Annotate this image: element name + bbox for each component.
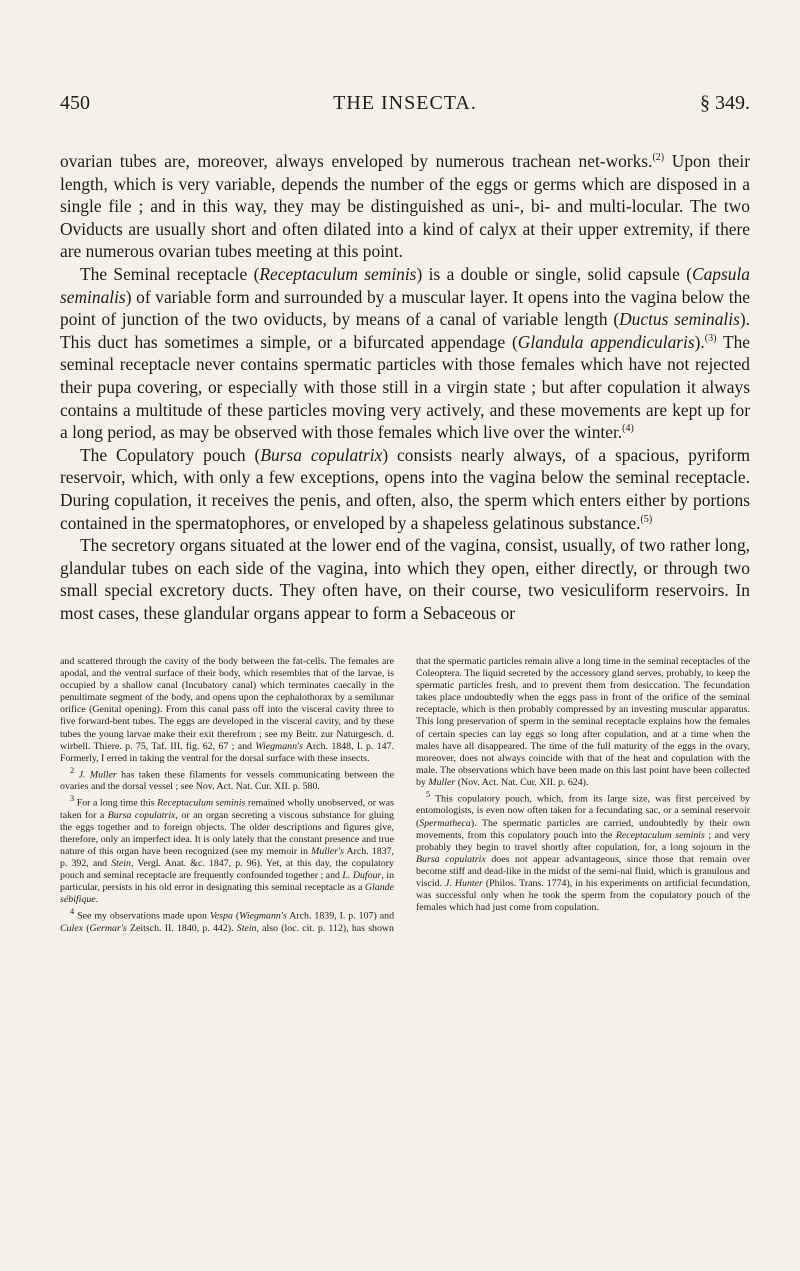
italic-term: Capsula seminalis [60,263,750,307]
main-text [60,150,750,624]
text-run: The seminal receptacle never contains spermatic particles with those females which have not rejected their pupa covering, or especially with those still in a virgin state ; but after copulation it always contains a multitude of these particles moving very actively, and these movements are kept up for a long period, as may be observed with those females which live over the winter. [60,331,750,443]
footnote-number: 4 [70,907,75,917]
footnote-5 [416,789,750,914]
text-run: Arch. 1839, I. p. 107) and [286,910,395,922]
italic-term: Receptaculum seminis [615,829,705,841]
text-run: Arch. 1837, p. 392, and [60,846,395,870]
italic-term: Stein [111,858,131,870]
footnote-number: 2 [70,765,75,775]
running-title: THE INSECTA. [333,92,477,114]
text-run: has taken these filaments for vessels communicating between the ovaries and the dorsal vessel ; see Nov. Act. Nat. Cur. XII. p. 580. [60,769,395,793]
paragraph-ovarian-tubes [60,150,750,263]
italic-term: Receptaculum seminis [259,263,417,284]
text-run: ; and very probably they begin to travel shortly after copulation, for, a long sojourn in the [416,829,750,853]
section-number: § 349. [700,92,750,114]
text-run: ). This duct has sometimes a simple, or a bifurcated appendage ( [60,309,750,352]
italic-term: Bursa copulatrix [416,853,486,865]
italic-term: Germar's [89,922,127,934]
text-run: . [95,894,99,906]
running-header [60,92,750,120]
paragraph-copulatory-pouch [60,444,750,534]
text-run: and scattered through the cavity of the body between the fat-cells. The females are apodal, and the ventral surface of their body, which resembles that of the larvae, is occupied by a shallow canal (Incubatory canal) which terminates caecally in the penultimate segment of the body, and opens upon the cephalothorax by a semilunar orifice (Genital opening). From this canal pass off into the visceral cavity three to five forward-bent tubes. The eggs are developed in the visceral cavity, and by these tubes the young larvae make their exit therefrom ; see my Beitr. zur Naturgesch. d. wirbell. Thiere. p. 75, Taf. III. fig. 62, 67 ; and [60,656,394,752]
italic-term: J. Hunter [445,877,483,889]
footnote-2 [60,765,394,793]
italic-term: Vespa [209,910,233,922]
text-run: Zeitsch. II. 1840, p. 442). [126,922,237,934]
text-run: does not appear advantageous, since those that remain over become stiff and dead-like in the midst of the semi-nal fluid, which is granulous and viscid. [416,853,750,889]
footnote-number: 3 [70,794,75,804]
text-run: ) consists nearly always, of a spacious, pyriform reservoir, which, with only a few exceptions, opens into the vagina below the seminal receptacle. During copulation, it receives the penis, and often, also, the sperm which enters either by portions contained in the spermatophores, or enveloped by a shapeless gelatinous substance. [60,444,751,533]
italic-term: Bursa copulatrix [107,809,176,821]
text-run: , Vergl. Anat. &c. 1847, p. 96). Yet, at this day, the copulatory pouch and seminal receptacle are frequently confounded together ; and [60,858,394,882]
text-run: remained wholly unobserved, or was taken for a [60,797,395,821]
paragraph-secretory-organs: The secretory organs situated at the lower end of the vagina, consist, usually, of two rather long, glandular tubes on each side of the vagina, into which they open, either directly, or through two small special excretory ducts. They often have, on their course, two vesiculiform reservoirs. In most cases, these glandular organs appear to form a Sebaceous or [60,535,750,623]
footnotes [60,656,750,935]
text-run: This copulatory pouch, which, from its large size, was first perceived by entomologists, is even now often taken for a fecundating sac, or a seminal reservoir ( [416,793,750,829]
text-run: ( [232,910,240,922]
text-run: ( [83,922,90,934]
footnote-ref: (2) [652,152,665,164]
text-run: ). The spermatic particles are carried, undoubtedly by their own movements, from this copulatory pouch into the [416,817,750,841]
italic-term: J. Muller [78,769,117,781]
footnote-ref: (3) [704,332,717,344]
italic-term: Bursa copulatrix [260,444,383,465]
italic-term: Wiegmann's [255,740,303,752]
footnote-number: 5 [426,790,431,800]
text-run: (Nov. Act. Nat. Cur. XII. p. 624). [455,776,589,788]
text-run: , in particular, persists in his old error in designating this seminal receptacle as a [60,870,395,894]
text-run: ) is a double or single, solid capsule ( [416,263,692,284]
text-run: The Copulatory pouch ( [80,444,261,465]
italic-term: Spermatheca [419,817,471,829]
text-run: ) of variable form and surrounded by a muscular layer. It opens into the vagina below the point of junction of the two oviducts, by means of a canal of variable length ( [60,286,750,330]
italic-term: Ductus seminalis [619,309,740,330]
footnote-ref: (5) [640,513,653,525]
italic-term: Stein [236,922,257,934]
text-run: See my observations made upon [77,910,210,922]
italic-term: Culex [60,922,84,934]
italic-term: Muller [428,776,456,788]
italic-term: Glandula appendicularis [517,331,695,352]
text-run: , also (loc. cit. p. 112), has shown that the spermatic particles remain alive a long time in the seminal receptacles of the Coleoptera. The liquid secreted by the accessory gland serves, probably, to keep the spermatic particles fresh, and to prevent them from desiccation. The fecundation takes place undoubtedly when the eggs pass in front of the orifice of the seminal receptacle, which is then probably compressed by an investing muscular apparatus. This long preservation of sperm in the seminal receptacle explains how the females of certain species can lay eggs so long after copulation, and at a time when the males have all disappeared. The time of the full maturity of the eggs in the ovary, moreover, does not always coincide with that of the heat and copulation with the male. The observations which have been made on this last point have been collected by [256,656,750,934]
text-run: Upon their length, which is very variable, depends the number of the eggs or germs which are disposed in a single file ; and in this way, they may be distinguished as uni-, bi- and multi-locular. The two Oviducts are usually short and often dilated into a kind of calyx at their upper extremity, if there are numerous ovarian tubes meeting at this point. [60,151,751,262]
italic-term: Glande sébifique [60,882,394,906]
text-run: Arch. 1848, I. p. 147. Formerly, I erred in taking the ventral for the dorsal surface with these insects. [60,740,395,764]
text-run: ). [694,331,705,352]
italic-term: Wiegmann's [239,910,287,922]
paragraph-seminal-receptacle [60,263,750,444]
italic-term: Muller's [311,846,344,857]
footnote-3 [60,793,394,906]
text-run: ovarian tubes are, moreover, always enveloped by numerous trachean net-works. [60,151,653,171]
text-run: , or an organ secreting a viscous substance for gluing the eggs together and to foreign objects. The older descriptions and figures give, therefore, only an imperfect idea. It is only lately that the constant presence and true nature of this organ have been recognized (see my memoir in [60,809,394,857]
text-run: For a long time this [76,797,158,809]
italic-term: Receptaculum seminis [157,797,246,809]
page-number: 450 [60,92,90,114]
footnote-ref: (4) [622,423,634,435]
italic-term: L. Dufour [342,870,382,882]
footnote-continued [60,656,394,765]
text-run: (Philos. Trans. 1774), in his experiments on artificial fecundation, was successful only when he took the sperm from the copulatory pouch of the females which had just come from copulation. [416,877,751,914]
text-run: The Seminal receptacle ( [80,263,260,284]
